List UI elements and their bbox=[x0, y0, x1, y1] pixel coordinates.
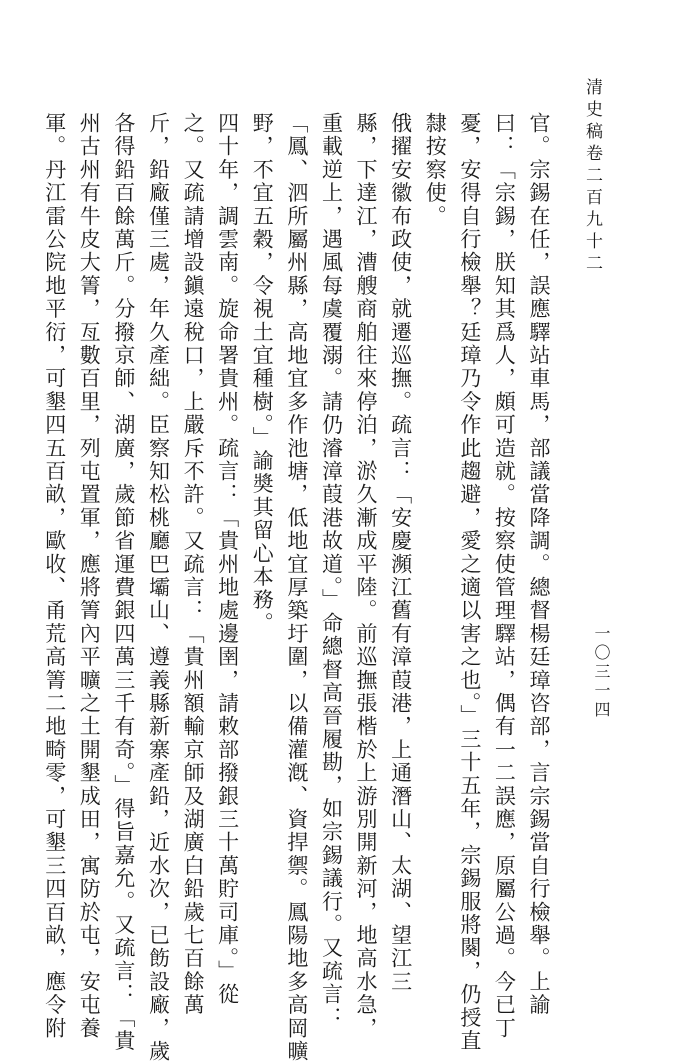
vertical-text-body bbox=[37, 112, 556, 1063]
text-column: 官。宗錫在任，誤應驛站車馬，部議當降調。總督楊廷璋咨部，言宗錫當自行檢舉。上諭 bbox=[527, 112, 551, 1017]
text-column: 俄擢安徽布政使，就遷巡撫。疏言：「安慶瀕江舊有漳葭港，上通潛山、太湖、望江三 bbox=[388, 112, 413, 994]
text-column: 野，不宜五穀，令視土宜種樹。」諭奬其留心本務。 bbox=[250, 112, 275, 636]
text-column: 重載逆上，遇風每虞覆溺。請仍濬漳葭港故道。」命總督高晉履勘，如宗錫議行。又疏言： bbox=[319, 112, 344, 1030]
text-column: 縣，下達江，漕艘商舶往來停泊，淤久漸成平陸。前巡撫張楷於上游別開新河，地高水急， bbox=[354, 112, 379, 1040]
page-number: 一〇三一四 bbox=[592, 625, 611, 720]
text-column: 隸按察使。 bbox=[423, 112, 448, 228]
text-column: 四十年，調雲南。旋命署貴州。疏言：「貴州地處邊圉，請敕部撥銀三十萬貯司庫。」從 bbox=[215, 112, 240, 1007]
text-column: 州古州有牛皮大箐，亙數百里，列屯置軍，應將箐內平曠之土開墾成田，寓防於屯，安屯養 bbox=[77, 112, 102, 1040]
text-column: 軍。丹江雷公院地平衍，可墾四五百畝，歐收、甬荒高箐二地畸零，可墾三四百畝，應令附 bbox=[42, 112, 67, 1040]
running-header-title: 清史稿卷二百九十二 bbox=[582, 78, 602, 276]
text-column: 之。又疏請增設鎭遠稅口，上嚴斥不許。又疏言：「貴州額輸京師及湖廣白鉛歲七百餘萬 bbox=[181, 112, 206, 1017]
text-column: 曰：「宗錫，朕知其爲人，頗可造就。按察使管理驛站，偶有一二誤應，原屬公過。今已丁 bbox=[492, 112, 517, 1040]
text-column: 「鳳、泗所屬州縣，高地宜多作池塘，低地宜厚築圩圍，以備灌漑、資捍禦。鳳陽地多高岡曠 bbox=[284, 112, 309, 1063]
text-column: 各得鉛百餘萬斤。分撥京師、湖廣，歲節省運費銀四萬三千有奇。」得旨嘉允。又疏言：「貴 bbox=[111, 112, 136, 1053]
text-column: 憂，安得自行檢舉？廷璋乃令作此趨避，愛之適以害之也。」三十五年，宗錫服將闋，仍授直 bbox=[457, 112, 482, 1053]
text-column: 斤，鉛廠僅三處，年久產絀。臣察知松桃廳巴壩山、遵義縣新寨產鉛，近水次，已飭設廠，歲 bbox=[146, 112, 171, 1063]
